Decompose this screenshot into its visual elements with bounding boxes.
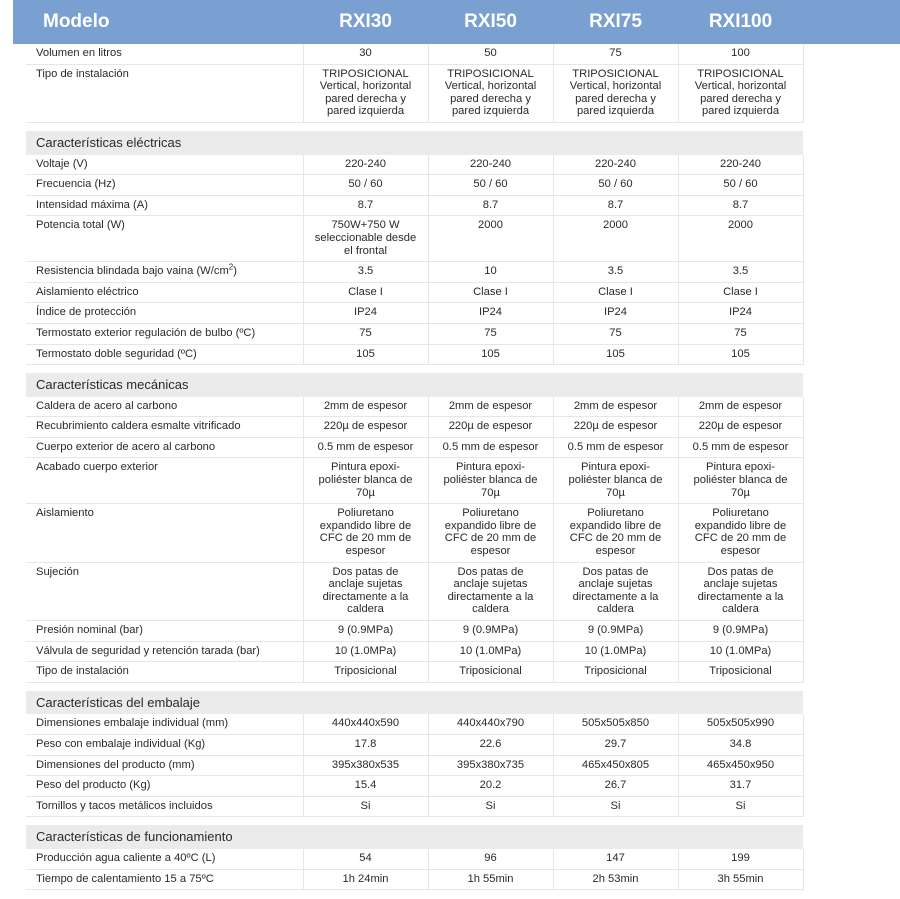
row-filler	[803, 504, 900, 562]
row-label: Tiempo de calentamiento 15 a 75ºC	[13, 869, 303, 890]
value-cell: 50 / 60	[678, 175, 803, 196]
table-row	[13, 155, 900, 175]
row-label: Voltaje (V)	[13, 155, 303, 175]
value-cell: IP24	[678, 303, 803, 324]
section-gap	[13, 682, 900, 691]
row-filler	[803, 175, 900, 196]
value-cell: 220-240	[303, 155, 428, 175]
value-cell: TRIPOSICIONAL Vertical, horizontal pared derecha y pared izquierda	[553, 64, 678, 122]
value-cell: Clase I	[428, 282, 553, 303]
value-cell: 750W+750 W seleccionable desde el frontal	[303, 216, 428, 262]
row-filler	[803, 262, 900, 283]
value-cell: 8.7	[428, 195, 553, 216]
spec-body	[13, 44, 900, 890]
table-row	[13, 303, 900, 324]
row-filler	[803, 417, 900, 438]
section-header	[13, 825, 900, 849]
row-filler	[803, 303, 900, 324]
row-label: Aislamiento	[13, 504, 303, 562]
value-cell: 30	[303, 44, 428, 64]
table-row	[13, 64, 900, 122]
section-gap-cell	[13, 817, 900, 826]
value-cell: 50 / 60	[303, 175, 428, 196]
row-label: Válvula de seguridad y retención tarada (bar)	[13, 641, 303, 662]
row-filler	[803, 458, 900, 504]
value-cell: 29.7	[553, 734, 678, 755]
value-cell: 3.5	[678, 262, 803, 283]
value-cell: 75	[678, 323, 803, 344]
value-cell: 105	[303, 344, 428, 365]
value-cell: 1h 55min	[428, 869, 553, 890]
table-row	[13, 44, 900, 64]
row-filler	[803, 796, 900, 817]
value-cell: IP24	[553, 303, 678, 324]
table-row	[13, 262, 900, 283]
section-gap-cell	[13, 122, 900, 131]
value-cell: 17.8	[303, 734, 428, 755]
table-row	[13, 662, 900, 683]
row-label: Volumen en litros	[13, 44, 303, 64]
value-cell: 75	[553, 323, 678, 344]
value-cell: Dos patas de anclaje sujetas directamente a la caldera	[678, 562, 803, 620]
value-cell: 2000	[678, 216, 803, 262]
row-label: Acabado cuerpo exterior	[13, 458, 303, 504]
value-cell: 10 (1.0MPa)	[303, 641, 428, 662]
value-cell: 9 (0.9MPa)	[428, 621, 553, 642]
model-rxi50: RXI50	[428, 0, 553, 44]
table-row	[13, 323, 900, 344]
row-filler	[803, 282, 900, 303]
value-cell: Triposicional	[553, 662, 678, 683]
section-title: Características mecánicas	[13, 373, 803, 397]
model-rxi75: RXI75	[553, 0, 678, 44]
value-cell: TRIPOSICIONAL Vertical, horizontal pared derecha y pared izquierda	[303, 64, 428, 122]
value-cell: 147	[553, 849, 678, 869]
row-filler	[803, 662, 900, 683]
table-row	[13, 458, 900, 504]
value-cell: Si	[678, 796, 803, 817]
row-filler	[803, 621, 900, 642]
row-filler	[803, 216, 900, 262]
value-cell: 220µ de espesor	[553, 417, 678, 438]
value-cell: 0.5 mm de espesor	[428, 437, 553, 458]
row-label: Cuerpo exterior de acero al carbono	[13, 437, 303, 458]
section-filler	[803, 131, 900, 155]
value-cell: 50 / 60	[428, 175, 553, 196]
value-cell: Dos patas de anclaje sujetas directamente a la caldera	[428, 562, 553, 620]
value-cell: 220-240	[553, 155, 678, 175]
row-filler	[803, 397, 900, 417]
value-cell: 0.5 mm de espesor	[303, 437, 428, 458]
row-filler	[803, 195, 900, 216]
row-label: Termostato doble seguridad (ºC)	[13, 344, 303, 365]
section-title: Características de funcionamiento	[13, 825, 803, 849]
value-cell: 220µ de espesor	[303, 417, 428, 438]
value-cell: Pintura epoxi- poliéster blanca de 70µ	[303, 458, 428, 504]
row-filler	[803, 437, 900, 458]
section-header	[13, 373, 900, 397]
value-cell: Si	[303, 796, 428, 817]
value-cell: IP24	[303, 303, 428, 324]
value-cell: Poliuretano expandido libre de CFC de 20 mm de espesor	[428, 504, 553, 562]
value-cell: 395x380x535	[303, 755, 428, 776]
table-row	[13, 776, 900, 797]
value-cell: 440x440x590	[303, 714, 428, 734]
value-cell: 220-240	[428, 155, 553, 175]
table-row	[13, 796, 900, 817]
table-row	[13, 562, 900, 620]
section-gap	[13, 365, 900, 374]
table-row	[13, 195, 900, 216]
row-filler	[803, 562, 900, 620]
value-cell: Poliuretano expandido libre de CFC de 20 mm de espesor	[303, 504, 428, 562]
row-filler	[803, 714, 900, 734]
value-cell: IP24	[428, 303, 553, 324]
value-cell: Clase I	[678, 282, 803, 303]
row-label: Peso del producto (Kg)	[13, 776, 303, 797]
value-cell: 9 (0.9MPa)	[553, 621, 678, 642]
value-cell: Triposicional	[303, 662, 428, 683]
header-filler	[803, 0, 900, 44]
row-label: Tipo de instalación	[13, 64, 303, 122]
value-cell: 2mm de espesor	[428, 397, 553, 417]
section-header	[13, 691, 900, 715]
value-cell: Poliuretano expandido libre de CFC de 20 mm de espesor	[678, 504, 803, 562]
table-row	[13, 504, 900, 562]
value-cell: Poliuretano expandido libre de CFC de 20 mm de espesor	[553, 504, 678, 562]
row-label: Sujeción	[13, 562, 303, 620]
value-cell: 3.5	[553, 262, 678, 283]
row-filler	[803, 344, 900, 365]
value-cell: Si	[553, 796, 678, 817]
value-cell: 9 (0.9MPa)	[678, 621, 803, 642]
row-filler	[803, 64, 900, 122]
value-cell: Si	[428, 796, 553, 817]
row-label: Potencia total (W)	[13, 216, 303, 262]
value-cell: 0.5 mm de espesor	[678, 437, 803, 458]
section-title: Características eléctricas	[13, 131, 803, 155]
table-row	[13, 755, 900, 776]
section-title: Características del embalaje	[13, 691, 803, 715]
value-cell: Triposicional	[428, 662, 553, 683]
row-label: Índice de protección	[13, 303, 303, 324]
value-cell: 2000	[428, 216, 553, 262]
value-cell: 100	[678, 44, 803, 64]
value-cell: 2000	[553, 216, 678, 262]
value-cell: 10 (1.0MPa)	[553, 641, 678, 662]
value-cell: 220-240	[678, 155, 803, 175]
value-cell: 10 (1.0MPa)	[678, 641, 803, 662]
row-label: Termostato exterior regulación de bulbo (ºC)	[13, 323, 303, 344]
value-cell: 105	[553, 344, 678, 365]
value-cell: 34.8	[678, 734, 803, 755]
value-cell: 505x505x990	[678, 714, 803, 734]
value-cell: 2mm de espesor	[553, 397, 678, 417]
model-rxi30: RXI30	[303, 0, 428, 44]
row-label: Caldera de acero al carbono	[13, 397, 303, 417]
row-filler	[803, 323, 900, 344]
value-cell: 105	[678, 344, 803, 365]
value-cell: 440x440x790	[428, 714, 553, 734]
value-cell: 105	[428, 344, 553, 365]
value-cell: 8.7	[553, 195, 678, 216]
section-filler	[803, 825, 900, 849]
value-cell: Dos patas de anclaje sujetas directamente a la caldera	[303, 562, 428, 620]
row-label: Dimensiones del producto (mm)	[13, 755, 303, 776]
value-cell: 9 (0.9MPa)	[303, 621, 428, 642]
value-cell: 22.6	[428, 734, 553, 755]
value-cell: 199	[678, 849, 803, 869]
header-label: Modelo	[13, 0, 303, 44]
value-cell: 2h 53min	[553, 869, 678, 890]
value-cell: 505x505x850	[553, 714, 678, 734]
row-label: Intensidad máxima (A)	[13, 195, 303, 216]
row-filler	[803, 776, 900, 797]
value-cell: 220µ de espesor	[678, 417, 803, 438]
row-filler	[803, 869, 900, 890]
value-cell: TRIPOSICIONAL Vertical, horizontal pared derecha y pared izquierda	[428, 64, 553, 122]
row-filler	[803, 849, 900, 869]
row-filler	[803, 755, 900, 776]
section-gap-cell	[13, 682, 900, 691]
row-filler	[803, 734, 900, 755]
value-cell: Dos patas de anclaje sujetas directamente a la caldera	[553, 562, 678, 620]
header-row	[13, 0, 900, 44]
value-cell: 8.7	[303, 195, 428, 216]
row-filler	[803, 155, 900, 175]
table-row	[13, 282, 900, 303]
value-cell: 10 (1.0MPa)	[428, 641, 553, 662]
value-cell: 465x450x805	[553, 755, 678, 776]
table-row	[13, 714, 900, 734]
value-cell: 96	[428, 849, 553, 869]
table-row	[13, 849, 900, 869]
model-rxi100: RXI100	[678, 0, 803, 44]
row-label: Aislamiento eléctrico	[13, 282, 303, 303]
table-row	[13, 417, 900, 438]
value-cell: Clase I	[303, 282, 428, 303]
section-gap	[13, 817, 900, 826]
value-cell: 3h 55min	[678, 869, 803, 890]
row-label: Presión nominal (bar)	[13, 621, 303, 642]
row-filler	[803, 641, 900, 662]
value-cell: 2mm de espesor	[678, 397, 803, 417]
section-gap	[13, 122, 900, 131]
value-cell: Pintura epoxi- poliéster blanca de 70µ	[553, 458, 678, 504]
value-cell: 1h 24min	[303, 869, 428, 890]
table-row	[13, 641, 900, 662]
value-cell: 50	[428, 44, 553, 64]
value-cell: Pintura epoxi- poliéster blanca de 70µ	[428, 458, 553, 504]
value-cell: Clase I	[553, 282, 678, 303]
value-cell: 2mm de espesor	[303, 397, 428, 417]
row-label: Tornillos y tacos metálicos incluidos	[13, 796, 303, 817]
row-label: Peso con embalaje individual (Kg)	[13, 734, 303, 755]
table-row	[13, 344, 900, 365]
value-cell: 220µ de espesor	[428, 417, 553, 438]
section-header	[13, 131, 900, 155]
value-cell: 10	[428, 262, 553, 283]
value-cell: 54	[303, 849, 428, 869]
value-cell: 8.7	[678, 195, 803, 216]
row-label: Recubrimiento caldera esmalte vitrificado	[13, 417, 303, 438]
value-cell: 50 / 60	[553, 175, 678, 196]
value-cell: 3.5	[303, 262, 428, 283]
table-row	[13, 437, 900, 458]
table-row	[13, 397, 900, 417]
row-label: Frecuencia (Hz)	[13, 175, 303, 196]
value-cell: 0.5 mm de espesor	[553, 437, 678, 458]
section-filler	[803, 691, 900, 715]
section-filler	[803, 373, 900, 397]
value-cell: 26.7	[553, 776, 678, 797]
row-label: Dimensiones embalaje individual (mm)	[13, 714, 303, 734]
table-row	[13, 216, 900, 262]
row-filler	[803, 44, 900, 64]
value-cell: 75	[303, 323, 428, 344]
row-label: Resistencia blindada bajo vaina $(W/cm^2)$	[13, 262, 303, 283]
row-label: Producción agua caliente a 40ºC (L)	[13, 849, 303, 869]
table-row	[13, 175, 900, 196]
value-cell: 395x380x735	[428, 755, 553, 776]
value-cell: 75	[553, 44, 678, 64]
value-cell: Triposicional	[678, 662, 803, 683]
value-cell: 31.7	[678, 776, 803, 797]
value-cell: 75	[428, 323, 553, 344]
value-cell: TRIPOSICIONAL Vertical, horizontal pared derecha y pared izquierda	[678, 64, 803, 122]
table-row	[13, 869, 900, 890]
value-cell: Pintura epoxi- poliéster blanca de 70µ	[678, 458, 803, 504]
table-row	[13, 621, 900, 642]
value-cell: 20.2	[428, 776, 553, 797]
row-label: Tipo de instalación	[13, 662, 303, 683]
table-row	[13, 734, 900, 755]
section-gap-cell	[13, 365, 900, 374]
value-cell: 15.4	[303, 776, 428, 797]
value-cell: 465x450x950	[678, 755, 803, 776]
